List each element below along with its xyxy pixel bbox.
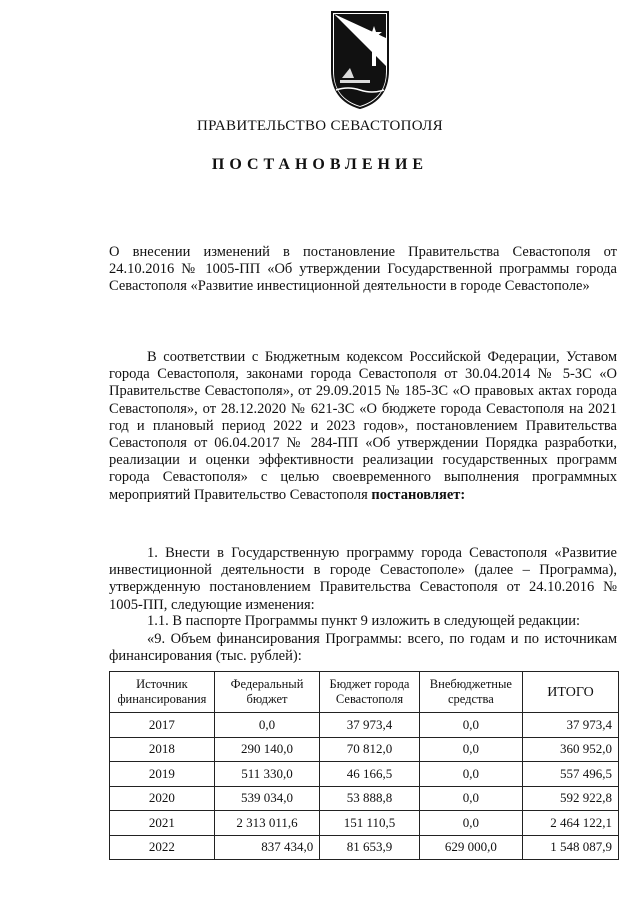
year-cell: 2018 <box>110 737 215 762</box>
total-cell: 1 548 087,9 <box>522 835 618 860</box>
year-cell: 2020 <box>110 786 215 811</box>
city-cell: 70 812,0 <box>320 737 420 762</box>
federal-cell: 511 330,0 <box>214 762 319 787</box>
header-city-budget: Бюджет города Севастополя <box>320 672 420 713</box>
extrabudgetary-cell: 0,0 <box>419 737 522 762</box>
extrabudgetary-cell: 0,0 <box>419 762 522 787</box>
city-cell: 81 653,9 <box>320 835 420 860</box>
header-source: Источник финансирования <box>110 672 215 713</box>
federal-cell: 0,0 <box>214 713 319 738</box>
city-cell: 151 110,5 <box>320 811 420 836</box>
total-cell: 557 496,5 <box>522 762 618 787</box>
year-cell: 2019 <box>110 762 215 787</box>
city-cell: 53 888,8 <box>320 786 420 811</box>
total-cell: 37 973,4 <box>522 713 618 738</box>
organization-name: ПРАВИТЕЛЬСТВО СЕВАСТОПОЛЯ <box>197 118 443 134</box>
extrabudgetary-cell: 0,0 <box>419 811 522 836</box>
federal-cell: 837 434,0 <box>214 835 319 860</box>
federal-cell: 290 140,0 <box>214 737 319 762</box>
table-row <box>110 737 619 762</box>
item-1-1: 1.1. В паспорте Программы пункт 9 изложить в следующей редакции: <box>147 613 581 629</box>
header-total: ИТОГО <box>522 672 618 713</box>
table-row <box>110 713 619 738</box>
city-cell: 46 166,5 <box>320 762 420 787</box>
coat-of-arms-emblem <box>328 8 392 112</box>
table-row <box>110 835 619 860</box>
total-cell: 360 952,0 <box>522 737 618 762</box>
preamble-text: В соответствии с Бюджетным кодексом Российской Федерации, Уставом города Севастополя, законами города Севастополя от 30.04.2014 № 5-ЗС «О Правительстве Севастополя», от 29.09.2015 № 185-ЗС «О правовых актах города Севастополя», от 28.12.2020 № 621-ЗС «О бюджете города Севастополя на 2021 год и плановый период 2022 и 2023 годов», постановлением Правительства Севастополя от 06.04.2017 № 284-ПП «Об утверждении Порядка разработки, реализации и оценки эффективности реализации государственных программ города Севастополя» с целью своевременного выполнения программных мероприятий Правительство Севастополя <box>109 349 617 503</box>
year-cell: 2021 <box>110 811 215 836</box>
total-cell: 592 922,8 <box>522 786 618 811</box>
extrabudgetary-cell: 629 000,0 <box>419 835 522 860</box>
table-row <box>110 786 619 811</box>
header-extrabudgetary: Внебюджетные средства <box>419 672 522 713</box>
financing-table <box>109 671 619 860</box>
header-federal: Федеральный бюджет <box>214 672 319 713</box>
extrabudgetary-cell: 0,0 <box>419 713 522 738</box>
item-9-intro: «9. Объем финансирования Программы: всего, по годам и по источникам финансирования (тыс. рублей): <box>109 631 617 665</box>
total-cell: 2 464 122,1 <box>522 811 618 836</box>
document-type: ПОСТАНОВЛЕНИЕ <box>211 156 429 173</box>
table-row <box>110 762 619 787</box>
preamble <box>109 349 617 504</box>
extrabudgetary-cell: 0,0 <box>419 786 522 811</box>
resolves-word: постановляет: <box>371 486 466 503</box>
table-header-row <box>110 672 619 713</box>
document-subject: О внесении изменений в постановление Правительства Севастополя от 24.10.2016 № 1005-ПП «Об утверждении Государственной программы города Севастополя «Развитие инвестиционной деятельности в городе Севастополе» <box>109 244 617 295</box>
city-cell: 37 973,4 <box>320 713 420 738</box>
federal-cell: 539 034,0 <box>214 786 319 811</box>
table-row <box>110 811 619 836</box>
federal-cell: 2 313 011,6 <box>214 811 319 836</box>
year-cell: 2017 <box>110 713 215 738</box>
year-cell: 2022 <box>110 835 215 860</box>
item-1: 1. Внести в Государственную программу города Севастополя «Развитие инвестиционной деятельности в городе Севастополе» (далее – Программа), утвержденную постановлением Правительства Севастополя от 24.10.2016 № 1005-ПП, следующие изменения: <box>109 545 617 613</box>
